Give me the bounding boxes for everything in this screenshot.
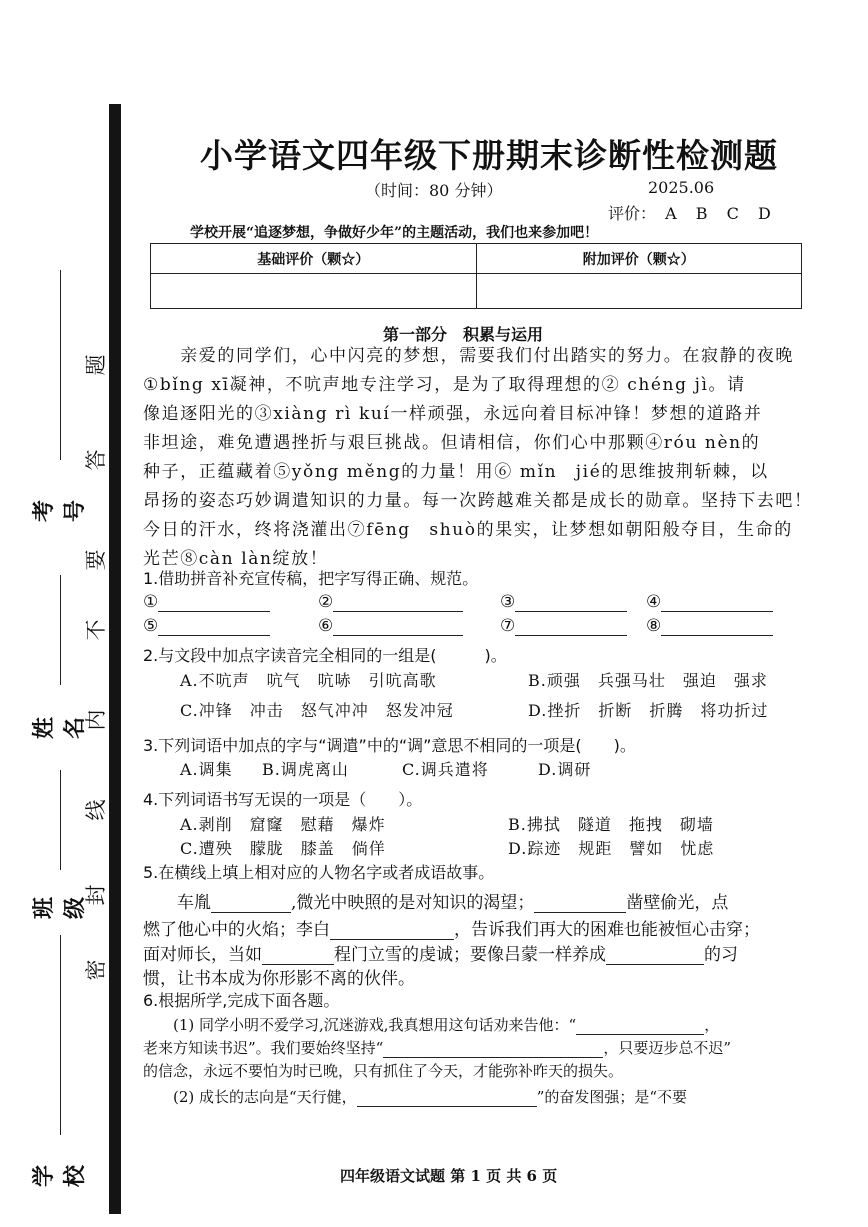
evaluation-table (150, 243, 802, 309)
q6-blank[interactable] (357, 1091, 537, 1107)
seal-char: 不 (84, 619, 108, 641)
rating-option-b[interactable]: B (695, 204, 708, 223)
q6-part-1-line-2 (143, 1037, 823, 1058)
passage-line: 昂扬的姿态巧妙调遣知识的力量。每一次跨越难关都是成长的勋章。坚持下去吧！ (143, 491, 813, 511)
question-5: 5.在横线上填上相对应的人物名字或者成语故事。 (143, 863, 495, 882)
rating-label: 评价： (608, 204, 657, 223)
q5-blank[interactable] (330, 924, 454, 940)
extra-eval-cell[interactable] (476, 274, 802, 309)
passage-line: 今日的汗水，终将浇灌出⑦fēng shuò的果实，让梦想如朝阳般夺目，生命的 (143, 520, 793, 540)
question-1: 1.借助拼音补充宣传稿，把字写得正确、规范。 (143, 569, 479, 588)
q6-blank[interactable] (383, 1042, 603, 1058)
q5-blank[interactable] (262, 949, 334, 965)
passage-line: 像追逐阳光的③xiàng rì kuí一样顽强，永远向着目标冲锋！梦想的道路并 (143, 404, 763, 424)
section-title: 第一部分 积累与运用 (383, 325, 544, 344)
school-label: 学校 (32, 1165, 88, 1188)
blank-number: ② (318, 592, 334, 612)
rating-option-c[interactable]: C (726, 204, 739, 223)
q3-option-b[interactable]: B.调虎离山 (262, 760, 349, 779)
answer-blank[interactable] (333, 596, 463, 612)
q5-text: 凿壁偷光，点 (626, 893, 729, 913)
seal-char: 答 (84, 449, 108, 471)
answer-blank[interactable] (158, 596, 270, 612)
q5-blank[interactable] (606, 949, 704, 965)
page-title: 小学语文四年级下册期末诊断性检测题 (200, 136, 778, 175)
binding-bar (109, 104, 121, 1214)
extra-eval-header: 附加评价（颗☆） (476, 244, 802, 274)
exam-number-label: 考号 (32, 500, 88, 523)
q5-line-2 (143, 915, 823, 940)
blank-number: ③ (500, 592, 516, 612)
q5-text: ,微光中映照的是对知识的渴望； (291, 893, 535, 913)
exam-date: 2025.06 (648, 178, 715, 197)
q6-text: ， (704, 1016, 720, 1034)
name-label: 姓名 (32, 717, 88, 740)
question-3: 3.下列词语中加点的字与“调遣”中的“调”意思不相同的一项是( )。 (143, 736, 636, 755)
passage-line: 亲爱的同学们，心中闪亮的梦想，需要我们付出踏实的努力。在寂静的夜晚 (143, 346, 794, 366)
q5-text: 程门立雪的虔诚；要像吕蒙一样养成 (334, 945, 606, 965)
exam-time: （时间：80 分钟） (365, 181, 503, 200)
blank-number: ⑤ (143, 616, 159, 636)
q4-option-c[interactable]: C.遭殃 朦胧 膝盖 倘佯 (180, 839, 386, 858)
q5-blank[interactable] (211, 897, 291, 913)
q6-part-2-line-1 (143, 1086, 823, 1107)
school-line[interactable] (60, 935, 61, 1135)
q5-line-3 (143, 940, 823, 965)
blank-number: ⑦ (500, 616, 516, 636)
seal-line-text (74, 340, 114, 1160)
seal-char: 封 (84, 884, 108, 906)
q5-line-4 (143, 964, 823, 989)
basic-eval-cell[interactable] (151, 274, 477, 309)
q5-text: ，告诉我们再大的困难也能被恒心击穿； (454, 920, 760, 940)
passage (143, 342, 823, 574)
blank-number: ① (143, 592, 159, 612)
blank-number: ⑥ (318, 616, 334, 636)
q5-text: 车胤 (143, 893, 211, 913)
q4-option-d[interactable]: D.踪迹 规距 譬如 忧虑 (508, 839, 715, 858)
q5-text: 面对师长，当如 (143, 945, 262, 965)
answer-blank[interactable] (515, 620, 627, 636)
answer-blank[interactable] (515, 596, 627, 612)
class-line[interactable] (60, 770, 61, 870)
rating-row (608, 201, 785, 224)
q5-line-1 (143, 888, 823, 913)
q2-option-a[interactable]: A.不吭声 吭气 吭哧 引吭高歌 (180, 671, 437, 690)
seal-char: 题 (84, 354, 108, 376)
q6-text: ”的奋发图强；是“不要 (536, 1088, 688, 1106)
page-footer: 四年级语文试题 第 1 页 共 6 页 (340, 1167, 558, 1185)
passage-line: 非坦途，难免遭遇挫折与艰巨挑战。但请相信，你们心中那颗④róu nèn的 (143, 433, 761, 453)
q5-text: 惯，让书本成为你形影不离的伙伴。 (143, 969, 415, 989)
blank-number: ④ (646, 592, 662, 612)
rating-option-d[interactable]: D (757, 204, 771, 223)
seal-char: 要 (84, 549, 108, 571)
q5-text: 的习 (704, 945, 738, 965)
class-label: 班级 (32, 897, 88, 920)
q6-part-1-line-3 (143, 1060, 823, 1081)
seal-char: 内 (84, 709, 108, 731)
question-2: 2.与文段中加点字读音完全相同的一组是( )。 (143, 646, 507, 665)
name-line[interactable] (60, 575, 61, 685)
seal-char: 密 (84, 959, 108, 981)
q6-text: 老来方知读书迟”。我们要始终坚持“ (143, 1039, 384, 1057)
exam-number-line[interactable] (60, 270, 61, 460)
q3-option-a[interactable]: A.调集 (180, 760, 233, 779)
rating-option-a[interactable]: A (665, 204, 677, 223)
q5-blank[interactable] (534, 897, 626, 913)
q2-option-c[interactable]: C.冲锋 冲击 怒气冲冲 怒发冲冠 (180, 701, 454, 720)
question-6: 6.根据所学,完成下面各题。 (143, 991, 340, 1010)
seal-char: 线 (84, 799, 108, 821)
q3-option-c[interactable]: C.调兵遣将 (402, 760, 489, 779)
answer-blank[interactable] (661, 596, 773, 612)
q6-text: ，只要迈步总不迟” (603, 1039, 732, 1057)
q6-text: (1) 同学小明不爱学习,沉迷游戏,我真想用这句话劝来告他：“ (143, 1016, 577, 1034)
passage-line: ①bǐng xī凝神，不吭声地专注学习，是为了取得理想的② chéng jì。请 (143, 375, 746, 395)
q6-blank[interactable] (576, 1019, 704, 1035)
q6-text: (2) 成长的志向是“天行健， (143, 1088, 357, 1106)
question-4: 4.下列词语书写无误的一项是（ ）。 (143, 790, 423, 809)
q5-text: 燃了他心中的火焰；李白 (143, 920, 330, 940)
passage-line: 种子，正蕴藏着⑤yǒng měng的力量！用⑥ mǐn jié的思维披荆斩棘，以 (143, 462, 769, 482)
q3-option-d[interactable]: D.调研 (538, 760, 592, 779)
answer-blank[interactable] (333, 620, 463, 636)
basic-eval-header: 基础评价（颗☆） (151, 244, 477, 274)
q4-option-a[interactable]: A.剥削 窟窿 慰藉 爆炸 (180, 815, 386, 834)
passage-line: 光芒⑧càn làn绽放！ (143, 549, 329, 569)
blank-number: ⑧ (646, 616, 662, 636)
answer-blank[interactable] (661, 620, 773, 636)
theme-banner: 学校开展“追逐梦想，争做好少年”的主题活动，我们也来参加吧！ (190, 225, 599, 241)
answer-blank[interactable] (158, 620, 270, 636)
q6-text: 的信念，永远不要怕为时已晚，只有抓住了今天，才能弥补昨天的损失。 (143, 1062, 624, 1080)
q4-option-b[interactable]: B.拂拭 隧道 拖拽 砌墙 (508, 815, 714, 834)
q2-option-d[interactable]: D.挫折 折断 折腾 将功折过 (528, 701, 769, 720)
q2-option-b[interactable]: B.顽强 兵强马壮 强迫 强求 (528, 671, 768, 690)
q6-part-1-line-1 (143, 1014, 823, 1035)
